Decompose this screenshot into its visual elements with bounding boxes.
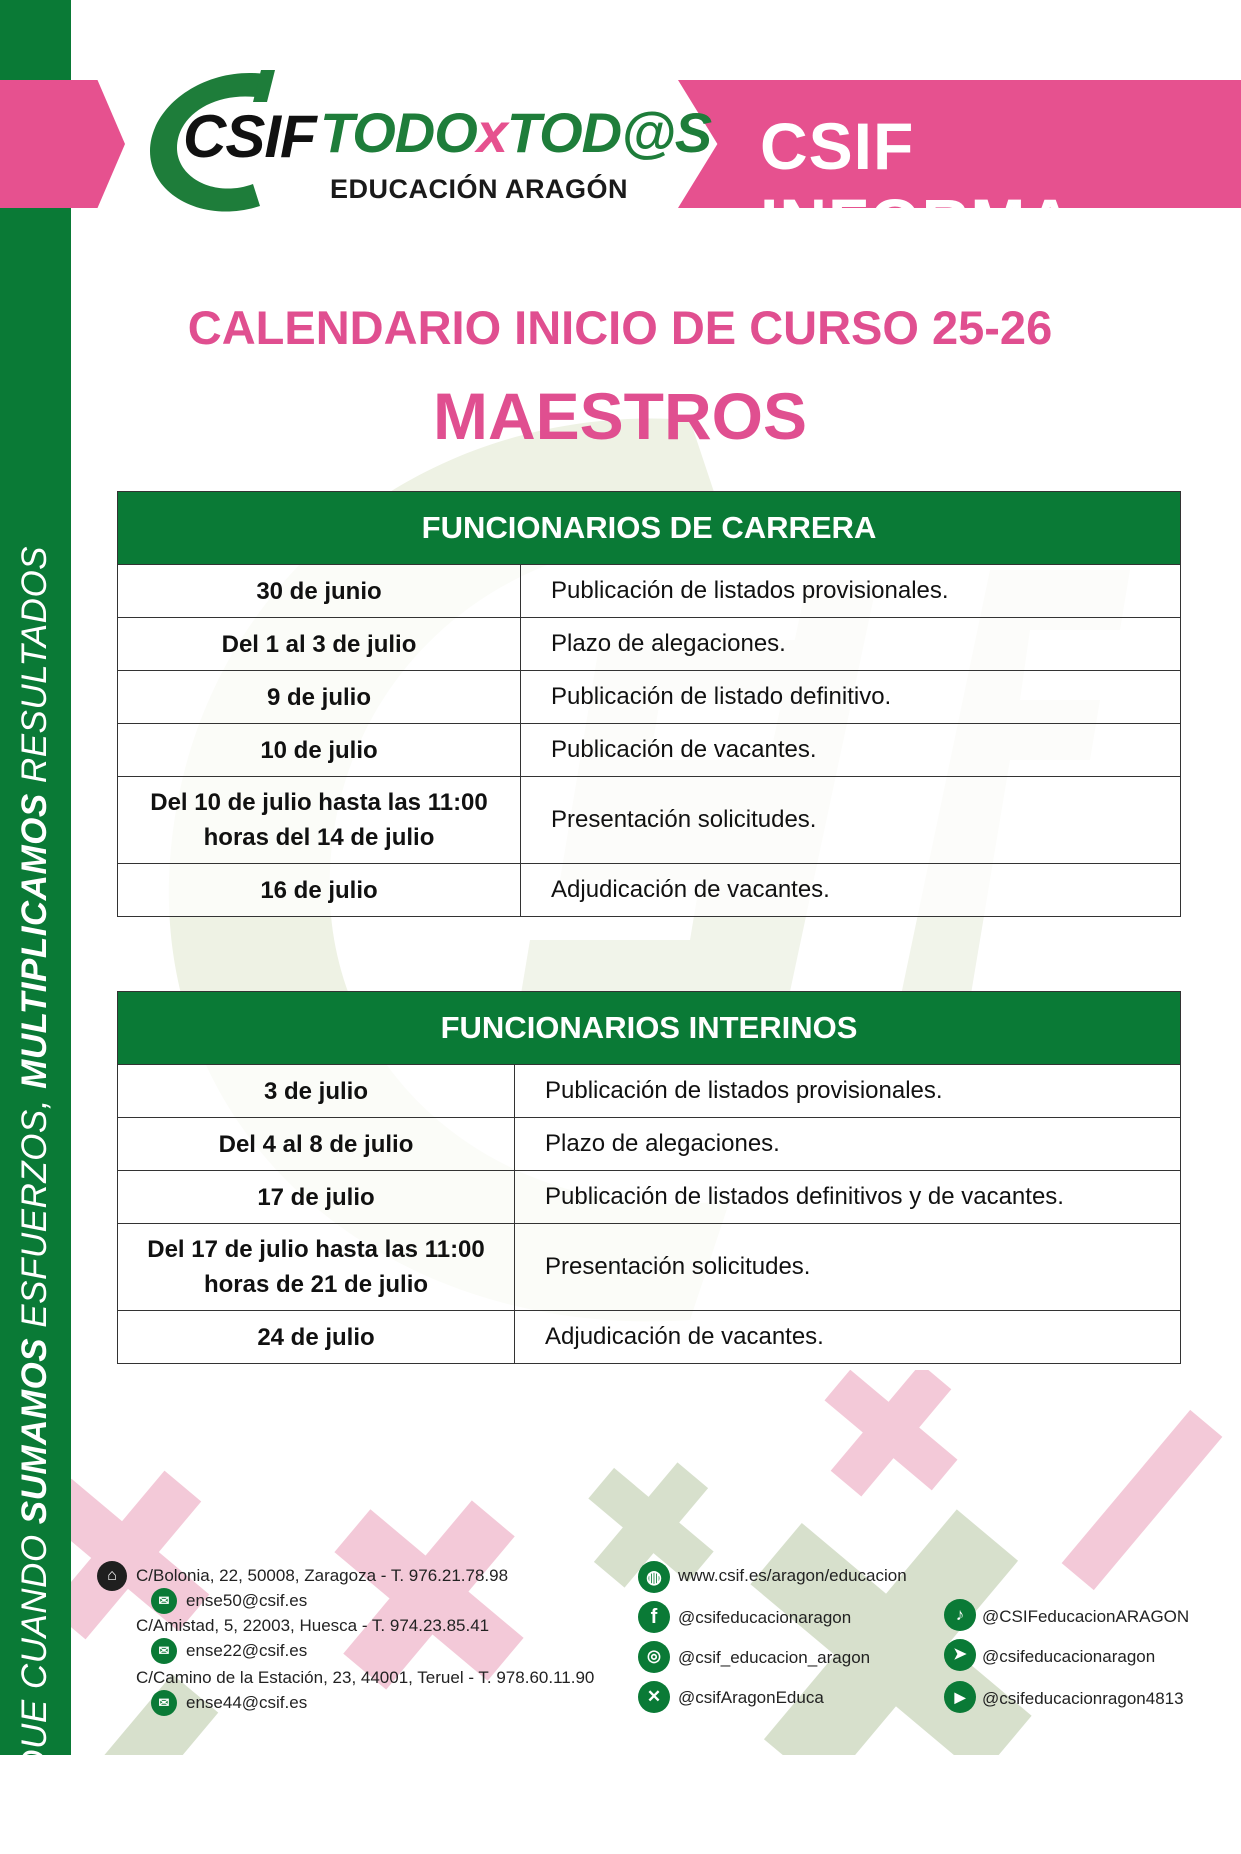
email-teruel[interactable]: ense44@csif.es [186, 1693, 308, 1712]
youtube-icon: ▶ [944, 1681, 976, 1713]
address-zaragoza: C/Bolonia, 22, 50008, Zaragoza - T. 976.21.78.98 [136, 1566, 509, 1585]
logo-todo-text: TODOxTOD@S [320, 101, 712, 164]
x-handle[interactable]: @csifAragonEduca [678, 1688, 824, 1707]
telegram-handle[interactable]: @csifeducacionaragon [982, 1647, 1156, 1666]
home-icon: ⌂ [97, 1561, 127, 1591]
page-title: CALENDARIO INICIO DE CURSO 25-26 [187, 301, 1053, 354]
table-row [118, 1224, 1181, 1311]
youtube-handle[interactable]: @csifeducacionragon4813 [982, 1689, 1184, 1708]
description-cell: Publicación de listados definitivos y de vacantes. [515, 1171, 1181, 1224]
address-teruel: C/Camino de la Estación, 23, 44001, Teruel - T. 978.60.11.90 [136, 1668, 595, 1687]
table-row [118, 1118, 1181, 1171]
description-cell: Adjudicación de vacantes. [521, 864, 1181, 917]
table-row [118, 864, 1181, 917]
date-cell: 24 de julio [118, 1311, 515, 1364]
telegram-icon: ➤ [944, 1639, 976, 1671]
page-subtitle: MAESTROS [432, 379, 808, 453]
facebook-handle[interactable]: @csifeducacionaragon [678, 1608, 852, 1627]
facebook-icon: f [638, 1601, 670, 1633]
table-heading: FUNCIONARIOS INTERINOS [118, 992, 1181, 1065]
date-cell: 30 de junio [118, 565, 521, 618]
side-slogan: PORQUE CUANDO SUMAMOS ESFUERZOS, MULTIPLICAMOS RESULTADOS [15, 545, 54, 1854]
description-cell: Presentación solicitudes. [521, 777, 1181, 864]
tiktok-handle[interactable]: @CSIFeducacionARAGON [982, 1607, 1190, 1626]
logo-subtitle: EDUCACIÓN ARAGÓN [330, 174, 628, 204]
description-cell: Plazo de alegaciones. [521, 618, 1181, 671]
instagram-handle[interactable]: @csif_educacion_aragon [678, 1648, 871, 1667]
tiktok-icon: ♪ [944, 1599, 976, 1631]
date-cell: Del 10 de julio hasta las 11:00 horas del 14 de julio [118, 777, 521, 864]
csif-logo [145, 66, 712, 216]
table-row [118, 1311, 1181, 1364]
table-row [118, 618, 1181, 671]
table-row [118, 1171, 1181, 1224]
table-heading: FUNCIONARIOS DE CARRERA [118, 492, 1181, 565]
date-cell: Del 17 de julio hasta las 11:00 horas de 21 de julio [118, 1224, 515, 1311]
table-funcionarios-carrera [117, 491, 1181, 917]
date-cell: 9 de julio [118, 671, 521, 724]
description-cell: Plazo de alegaciones. [515, 1118, 1181, 1171]
date-cell: Del 1 al 3 de julio [118, 618, 521, 671]
date-cell: 17 de julio [118, 1171, 515, 1224]
date-cell: 3 de julio [118, 1065, 515, 1118]
description-cell: Publicación de listados provisionales. [521, 565, 1181, 618]
description-cell: Publicación de listado definitivo. [521, 671, 1181, 724]
mail-icon: ✉ [151, 1588, 177, 1614]
web-link[interactable]: www.csif.es/aragon/educacion [678, 1566, 907, 1585]
address-huesca: C/Amistad, 5, 22003, Huesca - T. 974.23.85.41 [136, 1616, 490, 1635]
description-cell: Presentación solicitudes. [515, 1224, 1181, 1311]
mail-icon: ✉ [151, 1638, 177, 1664]
header-banner-title: CSIF INFORMA [760, 109, 1075, 259]
email-huesca[interactable]: ense22@csif.es [186, 1641, 308, 1660]
table-row [118, 671, 1181, 724]
date-cell: Del 4 al 8 de julio [118, 1118, 515, 1171]
table-funcionarios-interinos [117, 991, 1181, 1364]
table-row [118, 1065, 1181, 1118]
globe-icon: ◍ [638, 1561, 670, 1593]
mail-icon: ✉ [151, 1690, 177, 1716]
logo-csif-text: CSIF [183, 103, 316, 170]
x-icon: ✕ [638, 1681, 670, 1713]
instagram-icon: ◎ [638, 1641, 670, 1673]
header-left-stripe [0, 80, 125, 208]
date-cell: 10 de julio [118, 724, 521, 777]
email-zaragoza[interactable]: ense50@csif.es [186, 1591, 308, 1610]
table-row [118, 565, 1181, 618]
date-cell: 16 de julio [118, 864, 521, 917]
description-cell: Adjudicación de vacantes. [515, 1311, 1181, 1364]
table-row [118, 724, 1181, 777]
description-cell: Publicación de listados provisionales. [515, 1065, 1181, 1118]
table-row [118, 777, 1181, 864]
description-cell: Publicación de vacantes. [521, 724, 1181, 777]
